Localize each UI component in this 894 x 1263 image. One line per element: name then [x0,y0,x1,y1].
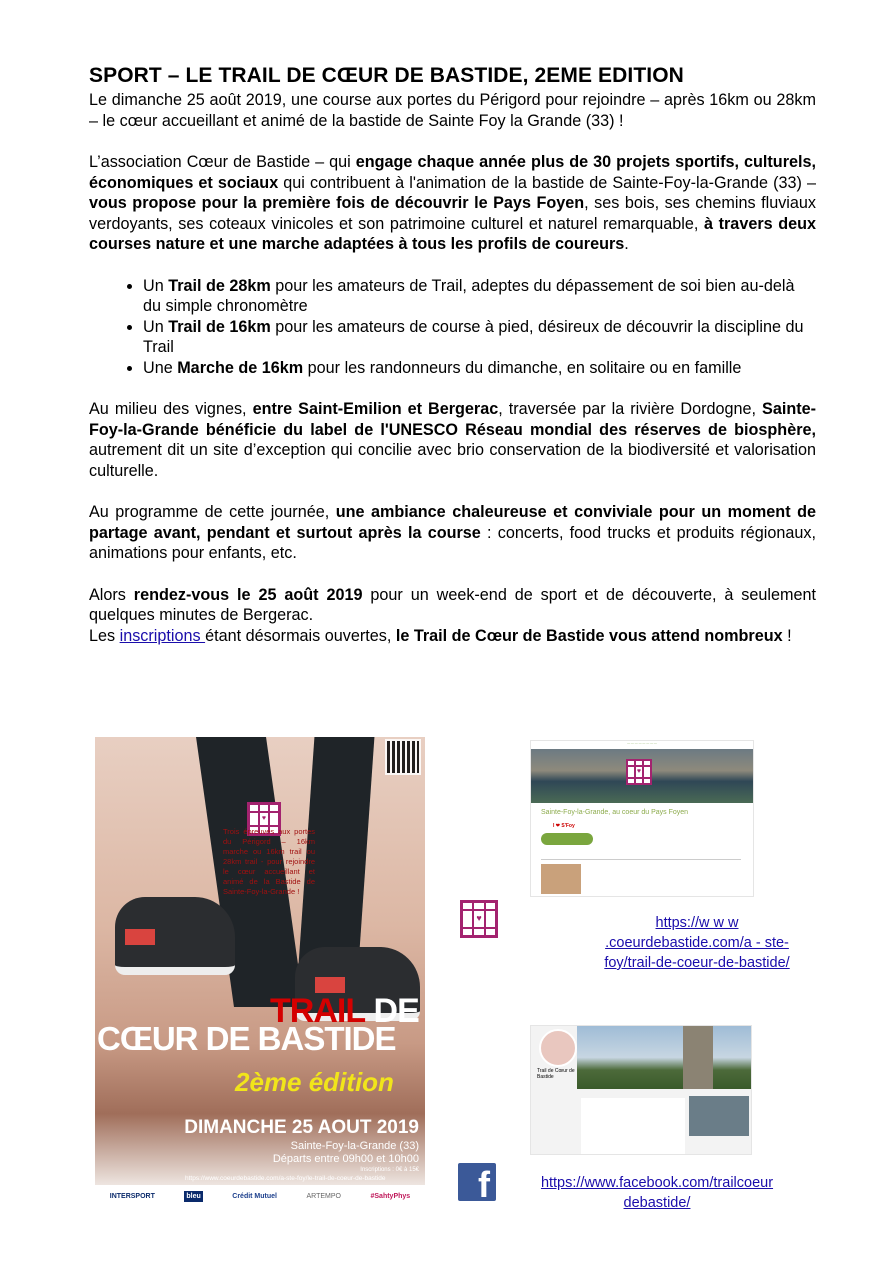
sponsor-logo: #SahtyPhys [370,1193,411,1200]
poster-url: https://www.coeurdebastide.com/a-ste-foy/le-trail-de-coeur-de-bastide [185,1175,386,1182]
coeur-de-bastide-logo-icon: ♥ [626,759,652,785]
inscriptions-link[interactable]: inscriptions [119,626,206,645]
text-run: L’association Cœur de Bastide – qui [89,153,356,171]
bold-text: rendez-vous le 25 août 2019 [133,585,363,604]
text-run: , traversée par la rivière Dordogne, [498,400,763,418]
poster-edition: 2ème édition [235,1067,394,1097]
facebook-page-name: Trail de Cœur de Bastide [537,1068,575,1080]
poster-date: DIMANCHE 25 AOUT 2019 [184,1117,419,1138]
bold-text: une ambiance chaleureuse et conviviale pour un moment de partage avant, pendant et surtout après la course [89,503,816,542]
text-run: Au programme de cette journée, [89,503,336,521]
text-run: : concerts, food trucks et produits régionaux, animations pour enfants, etc. [89,523,816,562]
facebook-avatar [539,1029,577,1067]
body-paragraphs [89,399,816,646]
facebook-cover-tower [683,1026,713,1089]
text-run: Un [143,317,169,336]
sponsor-logo: INTERSPORT [109,1193,155,1200]
race-list [89,276,816,379]
bold-text: à travers deux courses nature et une marche adaptées à tous les profils de coureurs [89,214,817,253]
website-button [541,833,593,845]
text-run: Alors [89,585,134,604]
facebook-link[interactable]: https://www.facebook.com/trailcoeur debastide/ [540,1175,774,1211]
website-badge: I ❤ S'Foy [553,823,575,829]
paragraph [89,585,816,626]
intro-paragraphs [89,90,816,255]
poster-inscriptions: Inscriptions : 0€ à 15€ [360,1167,419,1173]
text-run: Au milieu des vignes, [89,400,253,418]
coeur-de-bastide-logo-icon: ♥ [460,900,498,938]
sponsor-logo: ARTEMPO [306,1193,341,1200]
text-run: Un [143,276,169,295]
list-item [143,317,816,358]
paragraph [89,626,816,647]
poster-place: Sainte-Foy-la-Grande (33) [290,1140,419,1152]
text-run: autrement dit un site d’exception qui concilie avec brio conservation de la biodiversité et valorisation culturelle. [89,441,816,480]
paragraph [89,399,816,481]
article-title: SPORT – LE TRAIL DE CŒUR DE BASTIDE, 2EME EDITION [89,64,684,87]
sponsor-logo: bleu [186,1193,201,1200]
website-heading: Sainte-Foy-la-Grande, au coeur du Pays Foyen [541,809,689,816]
text-run: pour les amateurs de course à pied, désireux de découvrir la discipline du Trail [143,317,804,356]
text-run: pour les randonneurs du dimanche, en solitaire ou en famille [303,358,742,377]
website-nav: — — — — — — — — [627,741,657,745]
text-run: . [624,235,629,253]
paragraph [89,90,816,131]
text-run: Le dimanche 25 août 2019, une course aux portes du Périgord pour rejoindre – après 16km ou 28km – le cœur accueillant et animé de la bastide de Sainte Foy la Grande (33) ! [89,91,816,130]
text-run: étant désormais ouvertes, [205,626,396,645]
bold-text: Trail de 16km [168,317,271,336]
text-run: pour un week-end de sport et de découverte, à seulement quelques minutes de Bergerac. [89,585,816,624]
bold-text: Trail de 28km [168,276,271,295]
bold-text: vous propose pour la première fois de découvrir le Pays Foyen [89,194,585,212]
sponsor-logo: Crédit Mutuel [232,1193,277,1200]
qr-code-icon [385,739,421,775]
facebook-page-screenshot [530,1025,752,1155]
poster-tagline: Trois épreuves aux portes du Périgord – 16km marche ou 16km trail ou 28km trail - pour rejoindre le cœur accueillant et animé de la Bastide de Sainte-Foy-la-Grande ! [223,827,315,896]
text-run: Les [89,626,120,645]
text-run: Une [143,358,178,377]
bold-text: entre Saint-Emilion et Bergerac [252,400,499,418]
facebook-cover [577,1026,751,1089]
text-run: ! [782,626,792,645]
poster-shoe [115,897,235,975]
website-screenshot [530,740,754,897]
poster-title-white: DE [365,992,419,1030]
bold-text: engage chaque année plus de 30 projets sportifs, culturels, économiques et sociaux [89,153,816,192]
list-item [143,276,816,317]
facebook-link-block [508,1173,806,1213]
website-cards [541,859,741,897]
website-link-block [600,913,794,973]
coeur-de-bastide-logo-icon: ♥ [247,802,281,836]
article [89,64,816,667]
text-run: qui contribuent à l'animation de la bastide de Sainte-Foy-la-Grande (33) – [278,173,816,192]
list-item [143,358,816,379]
bold-text: le Trail de Cœur de Bastide vous attend nombreux [395,626,783,645]
website-banner [531,749,753,803]
event-poster [95,737,425,1208]
poster-title-2: CŒUR DE BASTIDE [97,1020,396,1057]
poster-departs: Départs entre 09h00 et 10h00 [272,1153,419,1165]
facebook-post [581,1098,685,1154]
bold-text: Sainte-Foy-la-Grande bénéficie du label de l'UNESCO Réseau mondial des réserves de biosphère, [89,400,816,439]
paragraph [89,502,816,564]
text-run: , ses bois, ses chemins fluviaux verdoyants, ses coteaux vinicoles et son patrimoine culturel et naturel remarquable, [89,194,816,233]
text-run: pour les amateurs de Trail, adeptes du dépassement de soi bien au-delà du simple chronomètre [143,276,795,315]
bold-text: Marche de 16km [177,358,304,377]
facebook-icon: f [458,1163,496,1201]
facebook-side-photo [689,1096,749,1136]
website-link[interactable]: https://w w w .coeurdebastide.com/a - ste-foy/trail-de-coeur-de-bastide/ [604,915,790,971]
paragraph [89,152,816,255]
sponsor-logos [95,1185,425,1208]
poster-title-red: TRAIL [270,992,366,1030]
